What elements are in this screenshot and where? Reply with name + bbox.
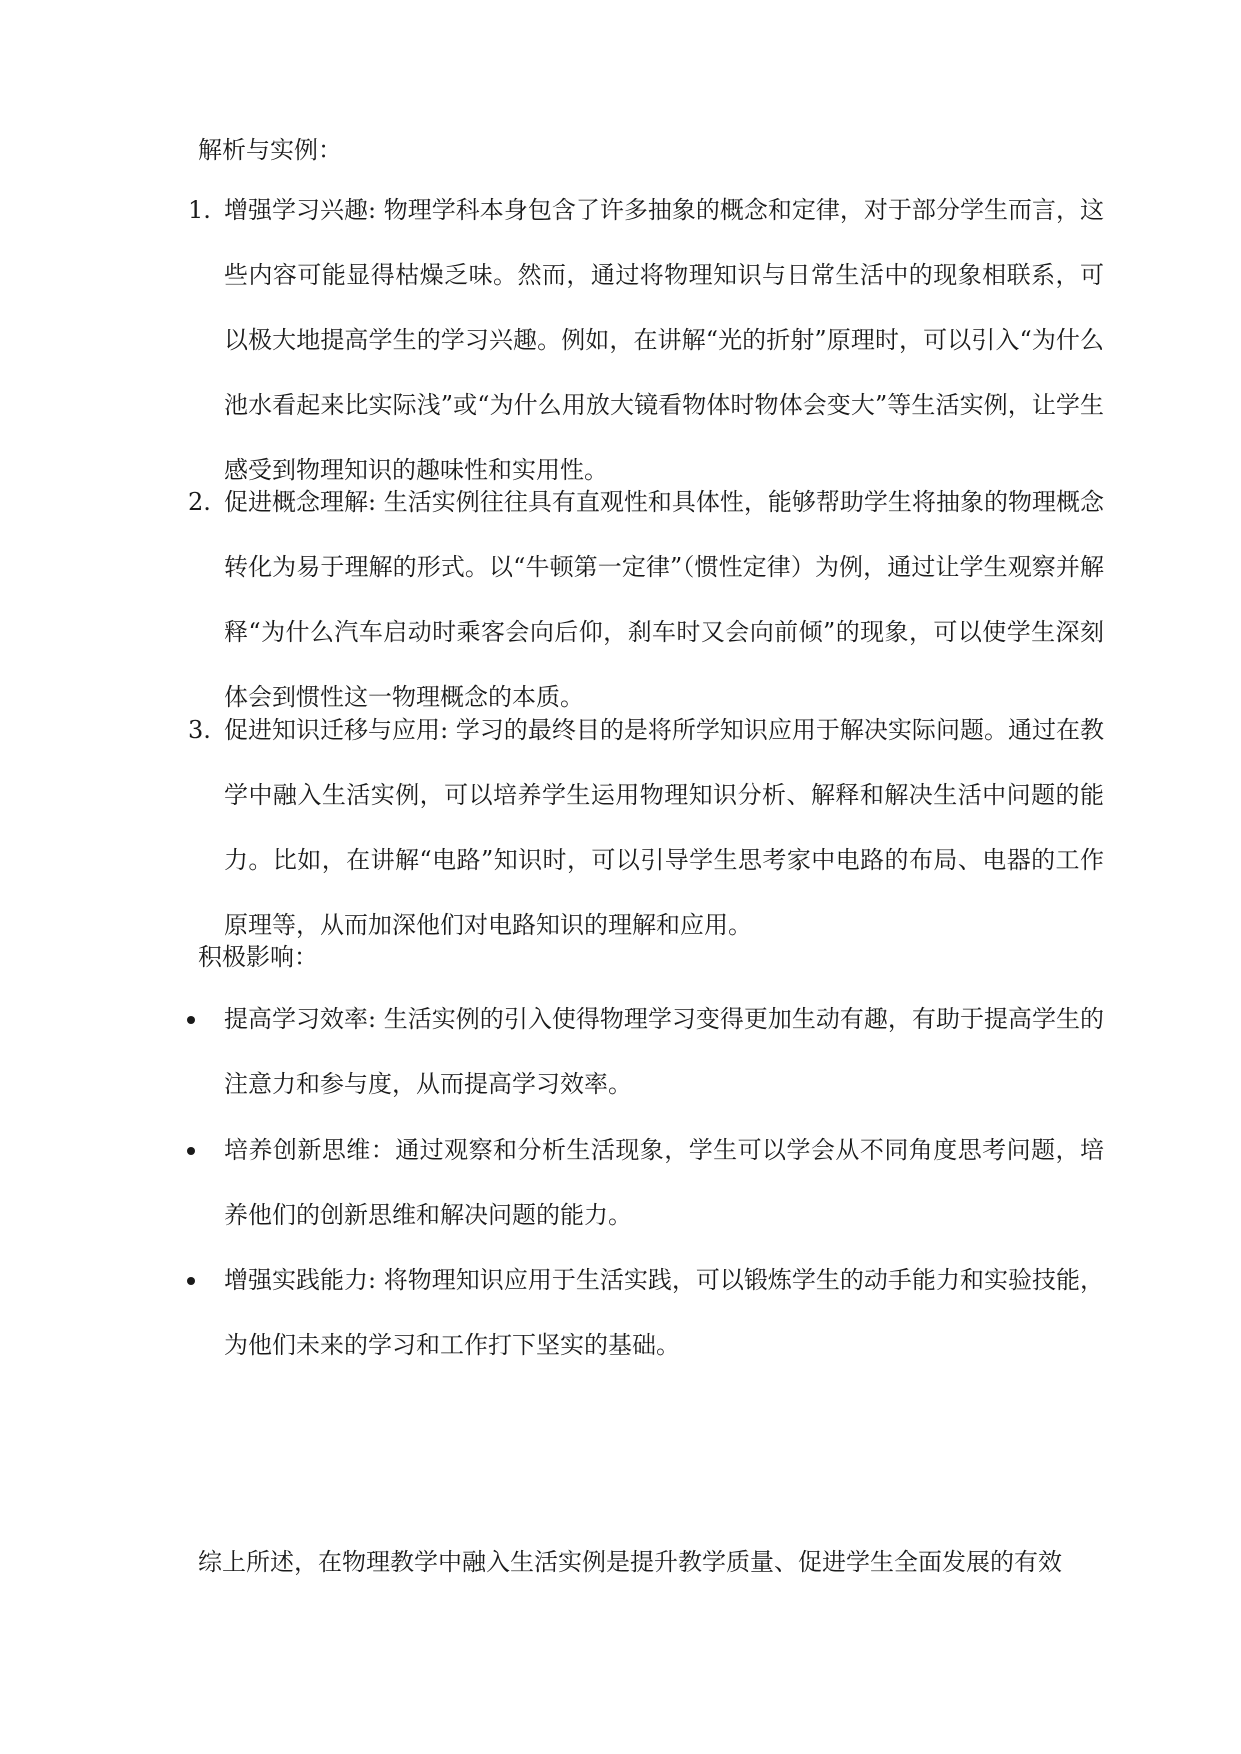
- list-item-lead: 提高学习效率:: [224, 1005, 377, 1033]
- bullet-icon: [187, 1016, 195, 1024]
- list-item-lead: 增强学习兴趣:: [224, 196, 377, 224]
- list-item-body: 生活实例往往具有直观性和具体性，能够帮助学生将抽象的物理概念转化为易于理解的形式。以“牛顿第一定律”（惯性定律）为例，通过让学生观察并解释“为什么汽车启动时乘客会向后仰，刹车时又会向前倾”的现象，可以使学生深刻体会到惯性这一物理概念的本质。: [224, 488, 1104, 711]
- list-item-body: 物理学科本身包含了许多抽象的概念和定律，对于部分学生而言，这些内容可能显得枯燥乏味。然而，通过将物理知识与日常生活中的现象相联系，可以极大地提高学生的学习兴趣。例如，在讲解“光的折射”原理时，可以引入“为什么池水看起来比实际浅”或“为什么用放大镜看物体时物体会变大”等生活实例，让学生感受到物理知识的趣味性和实用性。: [224, 196, 1104, 484]
- list-number: 3.: [188, 716, 211, 744]
- list-item-body: 生活实例的引入使得物理学习变得更加生动有趣，有助于提高学生的注意力和参与度，从而提高学习效率。: [224, 1005, 1104, 1098]
- list-number: 2.: [188, 488, 211, 516]
- list-item-body: 将物理知识应用于生活实践，可以锻炼学生的动手能力和实验技能，为他们未来的学习和工作打下坚实的基础。: [224, 1266, 1104, 1359]
- list-item-text: [224, 987, 1104, 1117]
- conclusion-paragraph: 综上所述，在物理教学中融入生活实例是提升教学质量、促进学生全面发展的有效: [198, 1548, 1062, 1576]
- list-item-body: 通过观察和分析生活现象，学生可以学会从不同角度思考问题，培养他们的创新思维和解决问题的能力。: [224, 1136, 1105, 1229]
- bullet-icon: [187, 1147, 195, 1155]
- list-item-text: [224, 1118, 1104, 1248]
- impact-heading: 积极影响：: [198, 943, 318, 971]
- list-item-lead: 培养创新思维：: [224, 1136, 396, 1164]
- list-item-text: [224, 178, 1104, 503]
- list-item-lead: 促进知识迁移与应用:: [224, 716, 449, 744]
- list-item-text: [224, 698, 1104, 958]
- list-item-lead: 促进概念理解:: [224, 488, 377, 516]
- list-item-body: 学习的最终目的是将所学知识应用于解决实际问题。通过在教学中融入生活实例，可以培养学生运用物理知识分析、解释和解决生活中问题的能力。比如，在讲解“电路”知识时，可以引导学生思考家中电路的布局、电器的工作原理等，从而加深他们对电路知识的理解和应用。: [224, 716, 1104, 939]
- list-item-lead: 增强实践能力:: [224, 1266, 377, 1294]
- bullet-icon: [187, 1277, 195, 1285]
- list-item-text: [224, 1248, 1104, 1378]
- list-item-text: [224, 470, 1104, 730]
- list-number: 1.: [188, 196, 211, 224]
- analysis-heading: 解析与实例：: [198, 136, 342, 164]
